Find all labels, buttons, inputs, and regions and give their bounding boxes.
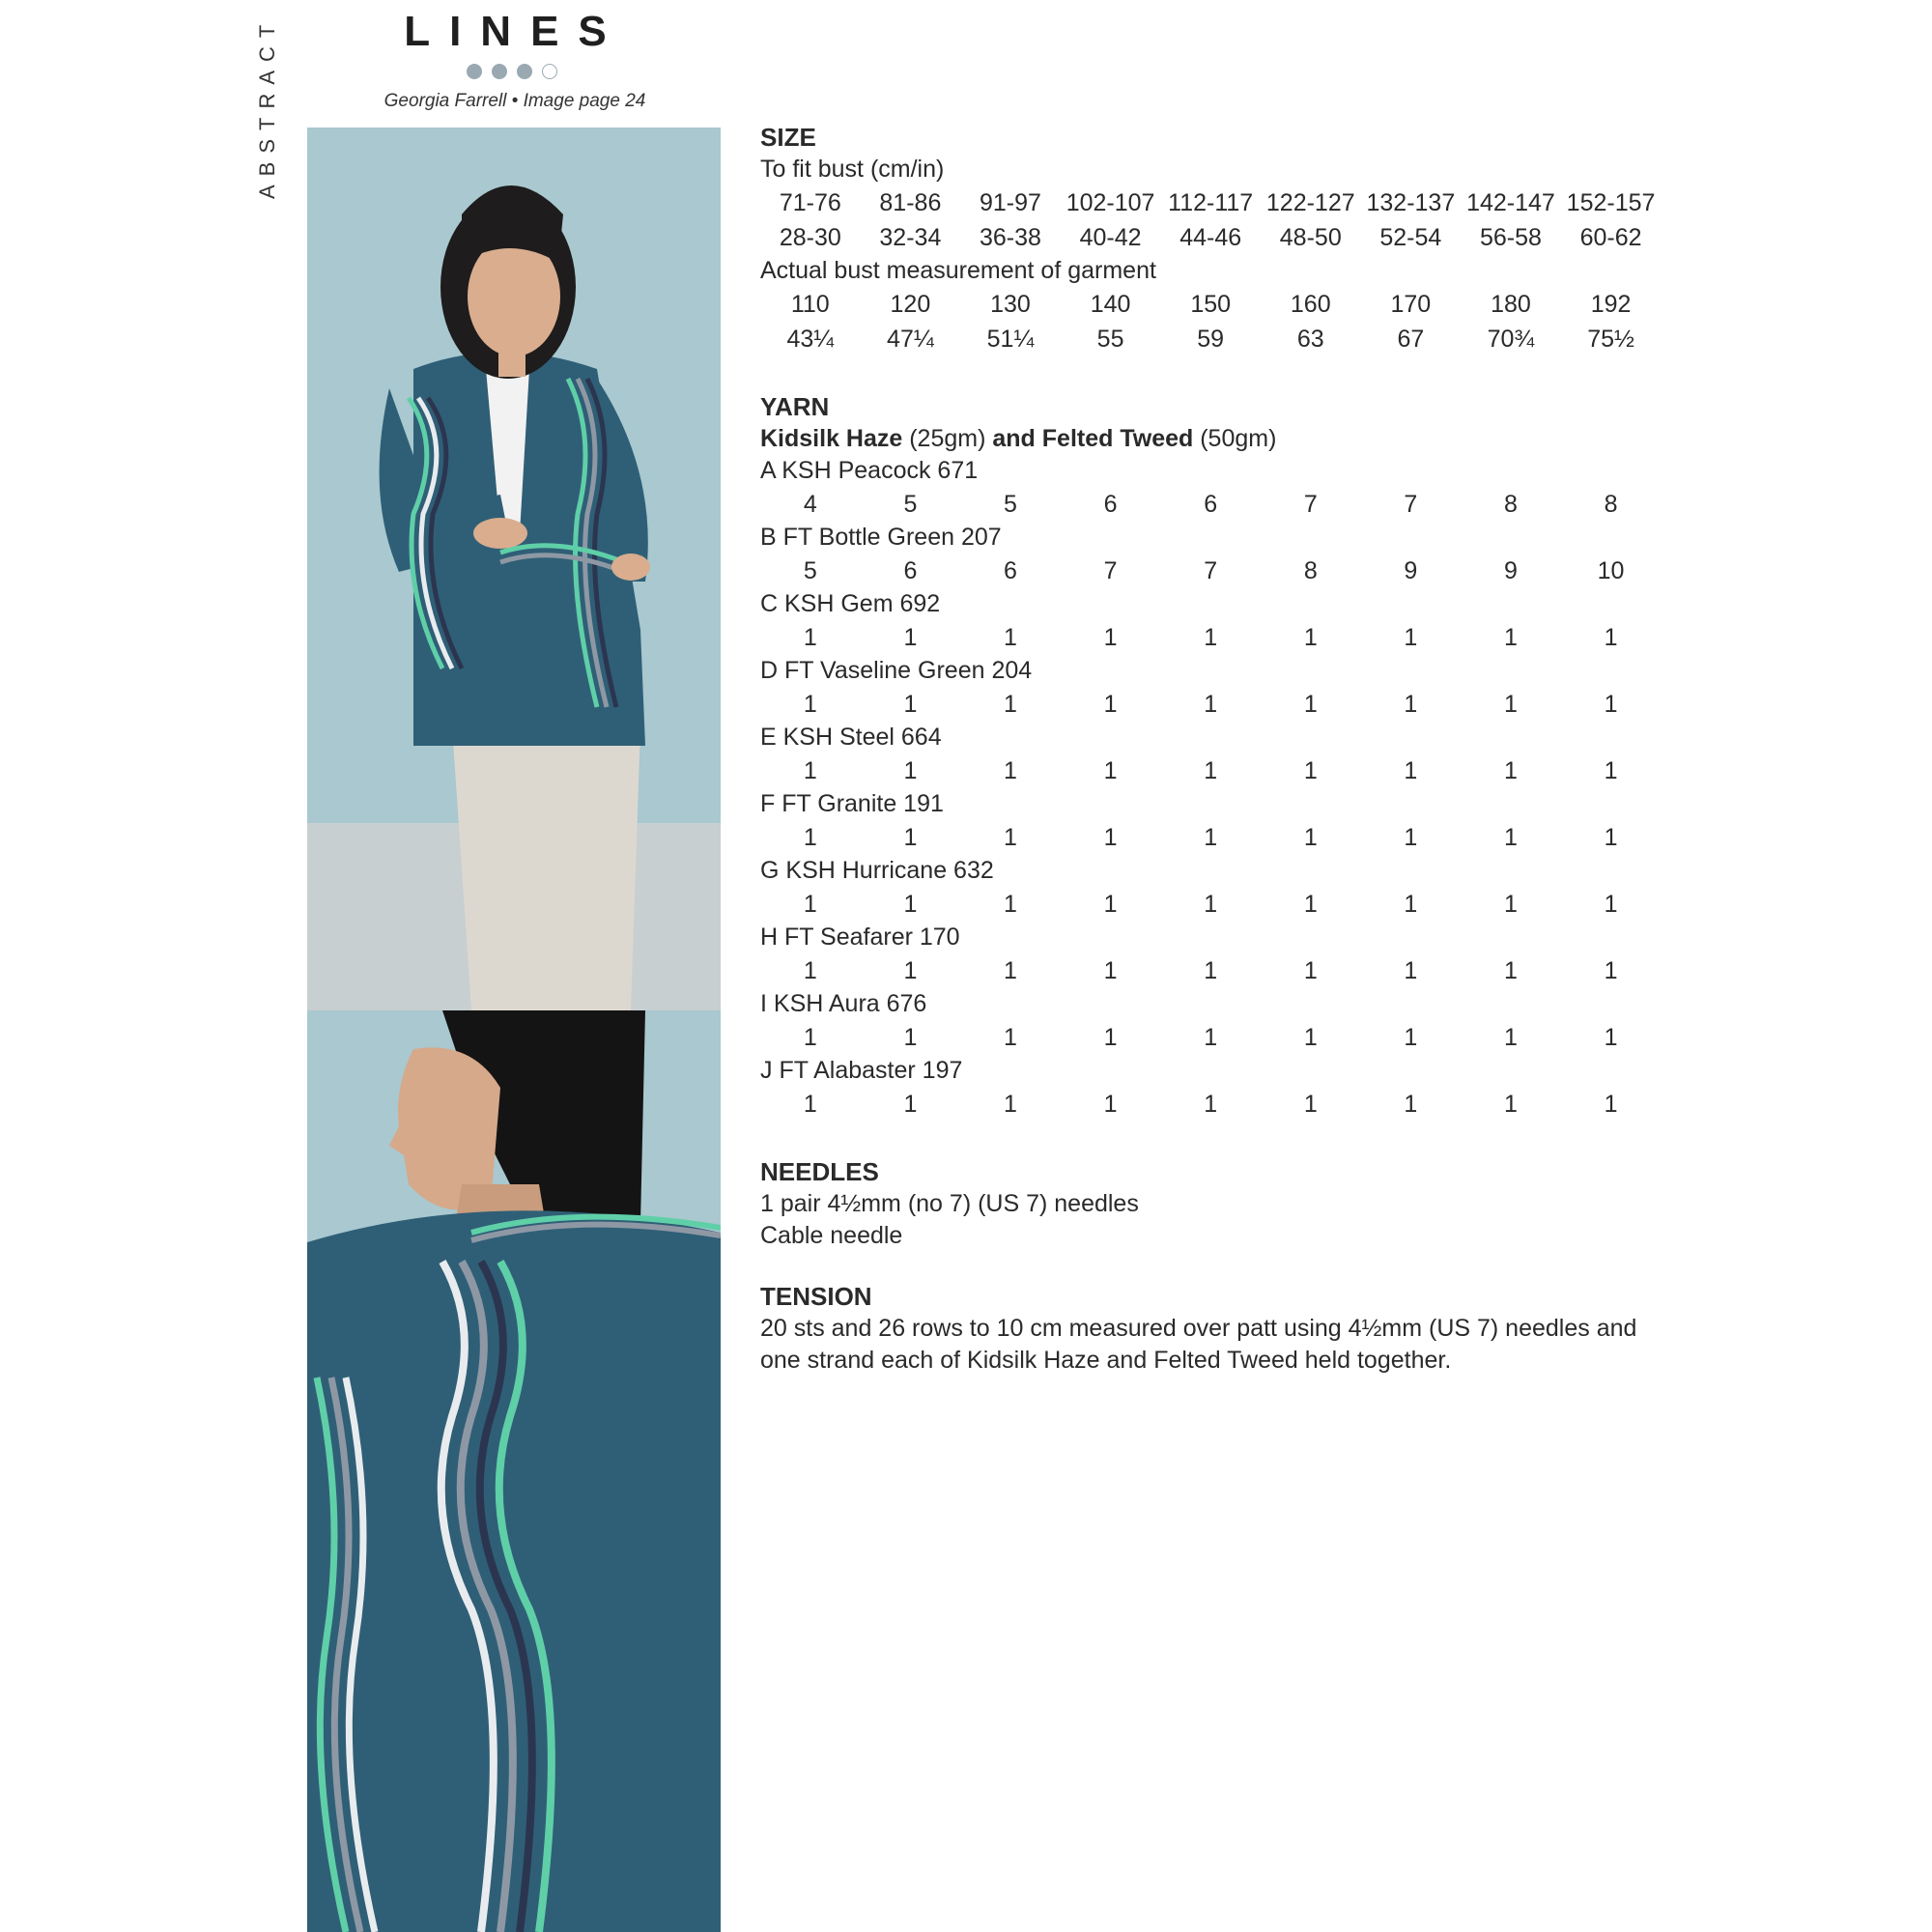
table-cell: 56-58 [1479, 223, 1542, 251]
table-cell: 170 [1390, 290, 1432, 318]
table-cell: 1 [903, 623, 918, 651]
table-cell: 1 [903, 823, 918, 851]
table-cell: 7 [1303, 490, 1318, 518]
table-cell: 55 [1096, 325, 1124, 353]
table-cell: 1 [1604, 956, 1618, 984]
table-cell: 28-30 [779, 223, 841, 251]
yarn-quantity-row [760, 1087, 1765, 1122]
table-cell: 71-76 [779, 188, 841, 216]
actual-bust-label: Actual bust measurement of garment [760, 257, 1156, 284]
yarn-color-label: J FT Alabaster 197 [760, 1057, 963, 1084]
table-cell: 1 [1604, 1023, 1618, 1051]
table-cell: 1 [1303, 890, 1318, 918]
difficulty-dot-filled [467, 64, 482, 79]
yarn-color-label: F FT Granite 191 [760, 790, 944, 817]
table-cell: 1 [1103, 1090, 1118, 1118]
table-cell: 36-38 [980, 223, 1041, 251]
table-cell: 1 [1004, 1023, 1017, 1051]
table-cell: 120 [890, 290, 931, 318]
table-cell: 1 [803, 1090, 817, 1118]
table-cell: 1 [803, 756, 817, 784]
table-cell: 1 [903, 690, 918, 718]
yarn-types-line [760, 423, 1765, 455]
table-cell: 160 [1290, 290, 1331, 318]
table-cell: 44-46 [1179, 223, 1242, 251]
table-cell: 152-157 [1566, 188, 1656, 216]
table-cell: 1 [1604, 623, 1618, 651]
table-cell: 1 [1303, 1023, 1318, 1051]
table-cell: 132-137 [1366, 188, 1456, 216]
table-cell: 1 [1604, 1090, 1618, 1118]
yarn-quantity-row [760, 620, 1765, 655]
yarn-name-kidsilk: Kidsilk Haze [760, 425, 903, 452]
table-cell: 7 [1204, 556, 1218, 584]
table-cell: 1 [1303, 1090, 1318, 1118]
actual-in-row [760, 322, 1765, 356]
table-cell: 1 [1103, 690, 1118, 718]
table-cell: 1 [1103, 1023, 1118, 1051]
yarn-weight-kidsilk: (25gm) [902, 425, 993, 452]
section-side-label [255, 10, 298, 203]
table-cell: 1 [1604, 756, 1618, 784]
table-cell: 1 [1404, 956, 1418, 984]
difficulty-rating [467, 64, 557, 79]
table-cell: 40-42 [1079, 223, 1142, 251]
yarn-color-label: I KSH Aura 676 [760, 990, 927, 1017]
yarn-quantity-row [760, 820, 1765, 855]
table-cell: 102-107 [1065, 188, 1155, 216]
pattern-details [760, 122, 1765, 1377]
fit-in-row [760, 220, 1765, 255]
yarn-color-label: A KSH Peacock 671 [760, 457, 979, 484]
table-cell: 1 [1204, 956, 1218, 984]
size-heading: SIZE [760, 123, 816, 152]
table-cell: 1 [1303, 623, 1318, 651]
table-cell: 1 [1303, 823, 1318, 851]
table-cell: 52-54 [1379, 223, 1442, 251]
table-cell: 6 [1103, 490, 1118, 518]
table-cell: 6 [1004, 556, 1017, 584]
yarn-quantity-row [760, 753, 1765, 788]
table-cell: 1 [803, 823, 817, 851]
table-cell: 43¼ [786, 325, 835, 353]
yarn-color-label: E KSH Steel 664 [760, 724, 942, 751]
yarn-color-label: D FT Vaseline Green 204 [760, 657, 1033, 684]
table-cell: 4 [803, 490, 817, 518]
table-cell: 1 [1004, 890, 1017, 918]
tension-heading: TENSION [760, 1282, 872, 1311]
table-cell: 63 [1296, 325, 1324, 353]
table-cell: 122-127 [1265, 188, 1355, 216]
photo-main [307, 128, 721, 1010]
yarn-quantity-row [760, 887, 1765, 922]
table-cell: 47¼ [887, 325, 934, 353]
side-label-text: ABSTRACT [255, 15, 279, 199]
table-cell: 1 [1404, 756, 1418, 784]
table-cell: 192 [1590, 290, 1632, 318]
table-cell: 1 [1204, 690, 1218, 718]
table-cell: 1 [1504, 756, 1518, 784]
actual-cm-row [760, 287, 1765, 322]
pattern-title: LINES [404, 8, 626, 55]
table-cell: 1 [1303, 756, 1318, 784]
table-cell: 1 [1604, 890, 1618, 918]
back-detail-illustration [307, 1010, 721, 1932]
fit-bust-label: To fit bust (cm/in) [760, 156, 945, 183]
table-cell: 142-147 [1466, 188, 1555, 216]
table-cell: 1 [803, 956, 817, 984]
table-cell: 1 [1004, 623, 1017, 651]
table-cell: 75½ [1587, 325, 1634, 353]
table-cell: 8 [1303, 556, 1318, 584]
table-cell: 1 [1004, 690, 1017, 718]
table-cell: 1 [1103, 823, 1118, 851]
yarn-name-tweed: and Felted Tweed [992, 425, 1194, 452]
table-cell: 1 [1404, 823, 1418, 851]
table-cell: 1 [803, 1023, 817, 1051]
table-cell: 1 [903, 956, 918, 984]
table-cell: 1 [1103, 890, 1118, 918]
table-cell: 8 [1504, 490, 1518, 518]
table-cell: 1 [1303, 690, 1318, 718]
table-cell: 67 [1397, 325, 1425, 353]
table-cell: 1 [1404, 1023, 1418, 1051]
table-cell: 1 [1004, 823, 1017, 851]
table-cell: 60-62 [1579, 223, 1642, 251]
table-cell: 32-34 [879, 223, 942, 251]
table-cell: 1 [1103, 623, 1118, 651]
table-cell: 59 [1197, 325, 1225, 353]
table-cell: 10 [1597, 556, 1625, 584]
table-cell: 1 [1103, 756, 1118, 784]
table-cell: 51¼ [986, 325, 1035, 353]
difficulty-dot-empty [542, 64, 557, 79]
yarn-heading: YARN [760, 392, 830, 421]
table-cell: 1 [1504, 1023, 1518, 1051]
table-cell: 1 [1504, 956, 1518, 984]
table-cell: 1 [1204, 1090, 1218, 1118]
needles-line: 1 pair 4½mm (no 7) (US 7) needles [760, 1190, 1139, 1217]
table-cell: 140 [1090, 290, 1131, 318]
yarn-quantity-row [760, 687, 1765, 722]
tension-line: 20 sts and 26 rows to 10 cm measured over patt using 4½mm (US 7) needles and [760, 1315, 1637, 1342]
table-cell: 1 [1404, 890, 1418, 918]
table-cell: 1 [903, 1023, 918, 1051]
table-cell: 1 [1004, 756, 1017, 784]
table-cell: 1 [1504, 1090, 1518, 1118]
yarn-quantity-row [760, 1020, 1765, 1055]
yarn-quantity-row [760, 487, 1765, 522]
table-cell: 81-86 [879, 188, 942, 216]
model-photo-illustration [307, 128, 721, 1010]
yarn-quantity-row [760, 554, 1765, 588]
photo-detail [307, 1010, 721, 1932]
table-cell: 1 [1404, 1090, 1418, 1118]
table-cell: 1 [903, 1090, 918, 1118]
table-cell: 6 [1204, 490, 1218, 518]
table-cell: 9 [1504, 556, 1518, 584]
tension-line: one strand each of Kidsilk Haze and Felted Tweed held together. [760, 1347, 1452, 1374]
table-cell: 8 [1604, 490, 1618, 518]
difficulty-dot-filled [517, 64, 532, 79]
table-cell: 130 [990, 290, 1031, 318]
yarn-color-label: B FT Bottle Green 207 [760, 524, 1002, 551]
table-cell: 1 [903, 756, 918, 784]
table-cell: 1 [1204, 1023, 1218, 1051]
table-cell: 1 [1004, 956, 1017, 984]
difficulty-dot-filled [492, 64, 507, 79]
table-cell: 1 [1204, 823, 1218, 851]
table-cell: 110 [790, 290, 830, 318]
table-cell: 1 [1004, 1090, 1017, 1118]
table-cell: 1 [1103, 956, 1118, 984]
table-cell: 48-50 [1279, 223, 1342, 251]
table-cell: 1 [1504, 890, 1518, 918]
table-cell: 70¾ [1487, 325, 1535, 353]
table-cell: 1 [1204, 623, 1218, 651]
table-cell: 1 [1604, 690, 1618, 718]
table-cell: 1 [1504, 690, 1518, 718]
table-cell: 1 [1504, 823, 1518, 851]
table-cell: 1 [1204, 756, 1218, 784]
spacer [760, 1122, 1765, 1156]
yarn-quantity-row [760, 953, 1765, 988]
needles-line: Cable needle [760, 1222, 903, 1249]
yarn-color-label: G KSH Hurricane 632 [760, 857, 994, 884]
table-cell: 1 [803, 623, 817, 651]
table-cell: 9 [1404, 556, 1418, 584]
yarn-color-list [760, 455, 1765, 1122]
table-cell: 1 [803, 890, 817, 918]
table-cell: 1 [1604, 823, 1618, 851]
spacer [760, 356, 1765, 391]
table-cell: 91-97 [980, 188, 1041, 216]
yarn-weight-tweed: (50gm) [1193, 425, 1277, 452]
table-cell: 1 [1204, 890, 1218, 918]
needles-heading: NEEDLES [760, 1157, 879, 1186]
table-cell: 5 [1004, 490, 1017, 518]
table-cell: 7 [1404, 490, 1418, 518]
table-cell: 1 [1404, 623, 1418, 651]
table-cell: 1 [1303, 956, 1318, 984]
table-cell: 112-117 [1168, 188, 1254, 216]
table-cell: 6 [903, 556, 918, 584]
table-cell: 1 [1404, 690, 1418, 718]
table-cell: 7 [1103, 556, 1118, 584]
table-cell: 150 [1190, 290, 1232, 318]
yarn-color-label: H FT Seafarer 170 [760, 923, 960, 951]
designer-byline: Georgia Farrell • Image page 24 [384, 91, 646, 111]
table-cell: 5 [903, 490, 918, 518]
table-cell: 5 [803, 556, 817, 584]
table-cell: 1 [903, 890, 918, 918]
yarn-color-label: C KSH Gem 692 [760, 590, 941, 617]
table-cell: 1 [803, 690, 817, 718]
table-cell: 1 [1504, 623, 1518, 651]
fit-cm-row [760, 185, 1765, 220]
table-cell: 180 [1491, 290, 1531, 318]
spacer [760, 1252, 1765, 1281]
